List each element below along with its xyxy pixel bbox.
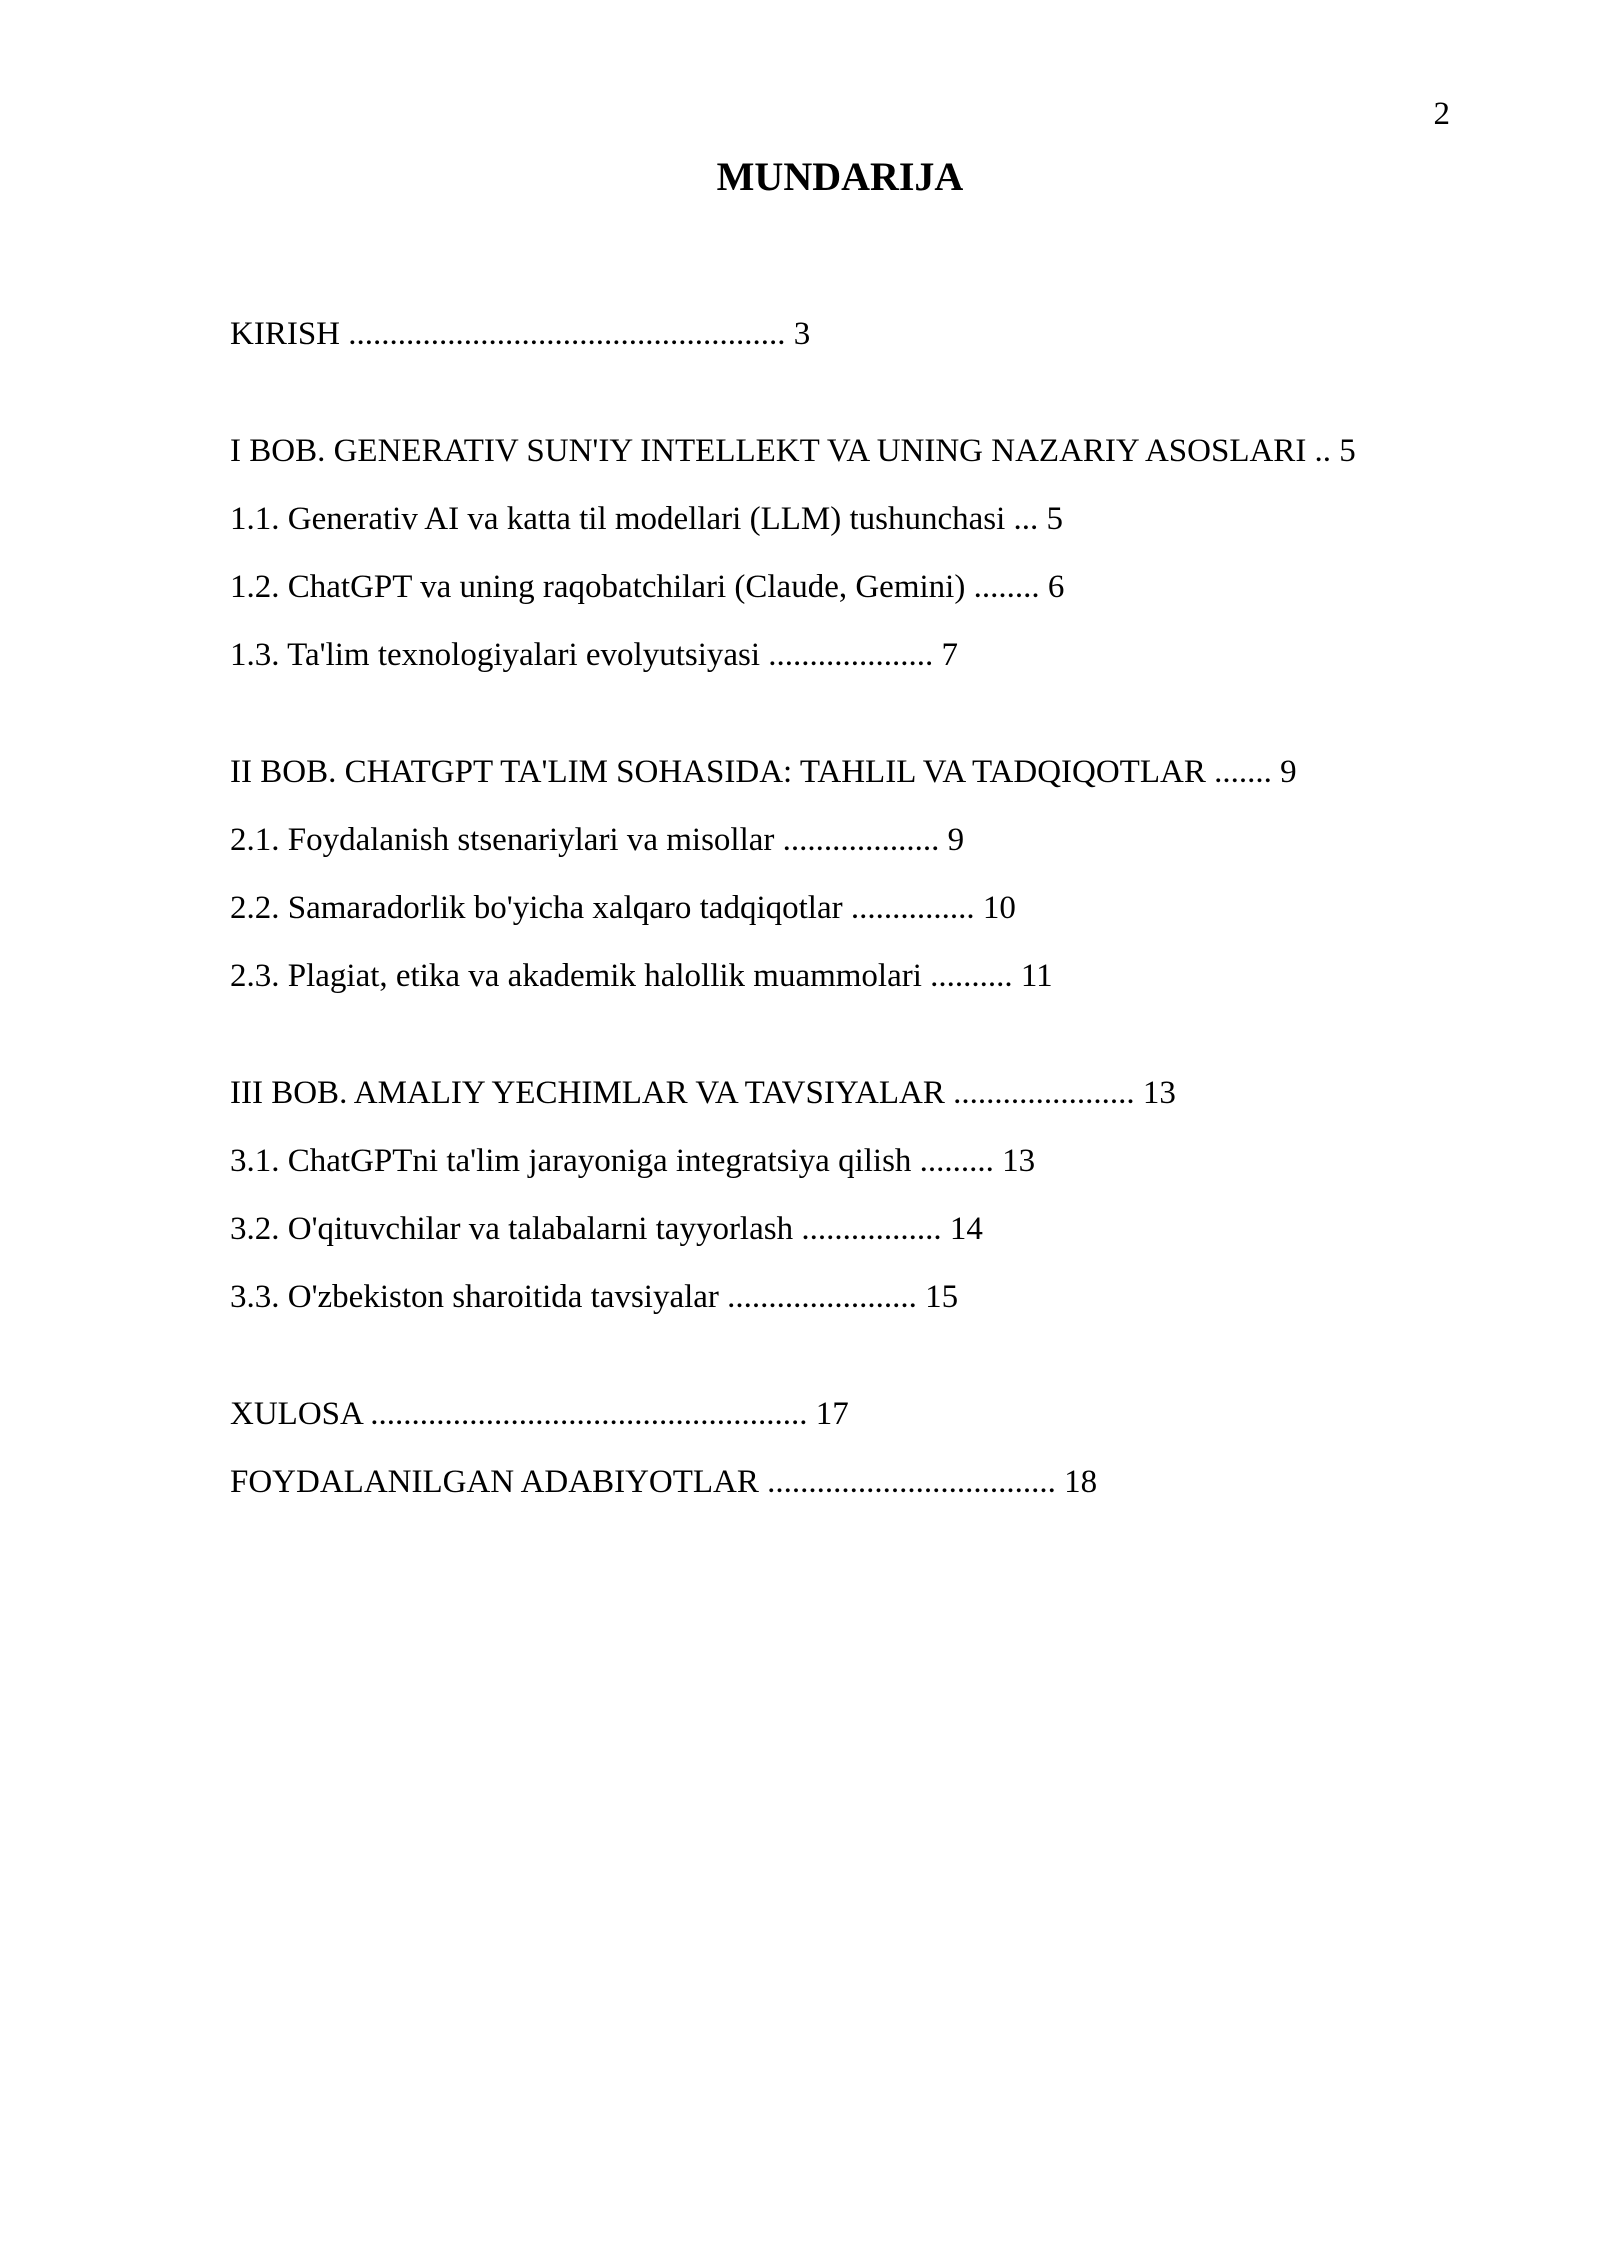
toc-entry-adabiyotlar[interactable]: FOYDALANILGAN ADABIYOTLAR ................................... 18 <box>230 1464 1098 1500</box>
toc-entry-3-2[interactable]: 3.2. O'qituvchilar va talabalarni tayyorlash ................. 14 <box>230 1211 983 1247</box>
toc-entry-1-1[interactable]: 1.1. Generativ AI va katta til modellari (LLM) tushunchasi ... 5 <box>230 501 1064 537</box>
toc-entry-1-2[interactable]: 1.2. ChatGPT va uning raqobatchilari (Claude, Gemini) ........ 6 <box>230 569 1065 605</box>
toc-entry-3-1[interactable]: 3.1. ChatGPTni ta'lim jarayoniga integratsiya qilish ......... 13 <box>230 1143 1036 1179</box>
toc-entry-kirish[interactable]: KIRISH ..................................................... 3 <box>230 316 811 352</box>
page-number: 2 <box>1433 96 1450 132</box>
toc-entry-chapter-1[interactable]: I BOB. GENERATIV SUN'IY INTELLEKT VA UNING NAZARIY ASOSLARI .. 5 <box>230 433 1356 469</box>
toc-entry-1-3[interactable]: 1.3. Ta'lim texnologiyalari evolyutsiyasi .................... 7 <box>230 637 959 673</box>
table-of-contents <box>230 314 1480 1502</box>
page-title: MUNDARIJA <box>716 154 964 199</box>
toc-entry-chapter-2[interactable]: II BOB. CHATGPT TA'LIM SOHASIDA: TAHLIL VA TADQIQOTLAR ....... 9 <box>230 754 1297 790</box>
toc-entry-2-1[interactable]: 2.1. Foydalanish stsenariylari va misollar ................... 9 <box>230 822 965 858</box>
toc-entry-xulosa[interactable]: XULOSA ..................................................... 17 <box>230 1396 849 1432</box>
toc-entry-chapter-3[interactable]: III BOB. AMALIY YECHIMLAR VA TAVSIYALAR ...................... 13 <box>230 1075 1176 1111</box>
toc-entry-3-3[interactable]: 3.3. O'zbekiston sharoitida tavsiyalar ....................... 15 <box>230 1279 959 1315</box>
toc-entry-2-2[interactable]: 2.2. Samaradorlik bo'yicha xalqaro tadqiqotlar ............... 10 <box>230 890 1016 926</box>
toc-entry-2-3[interactable]: 2.3. Plagiat, etika va akademik halollik muammolari .......... 11 <box>230 958 1053 994</box>
